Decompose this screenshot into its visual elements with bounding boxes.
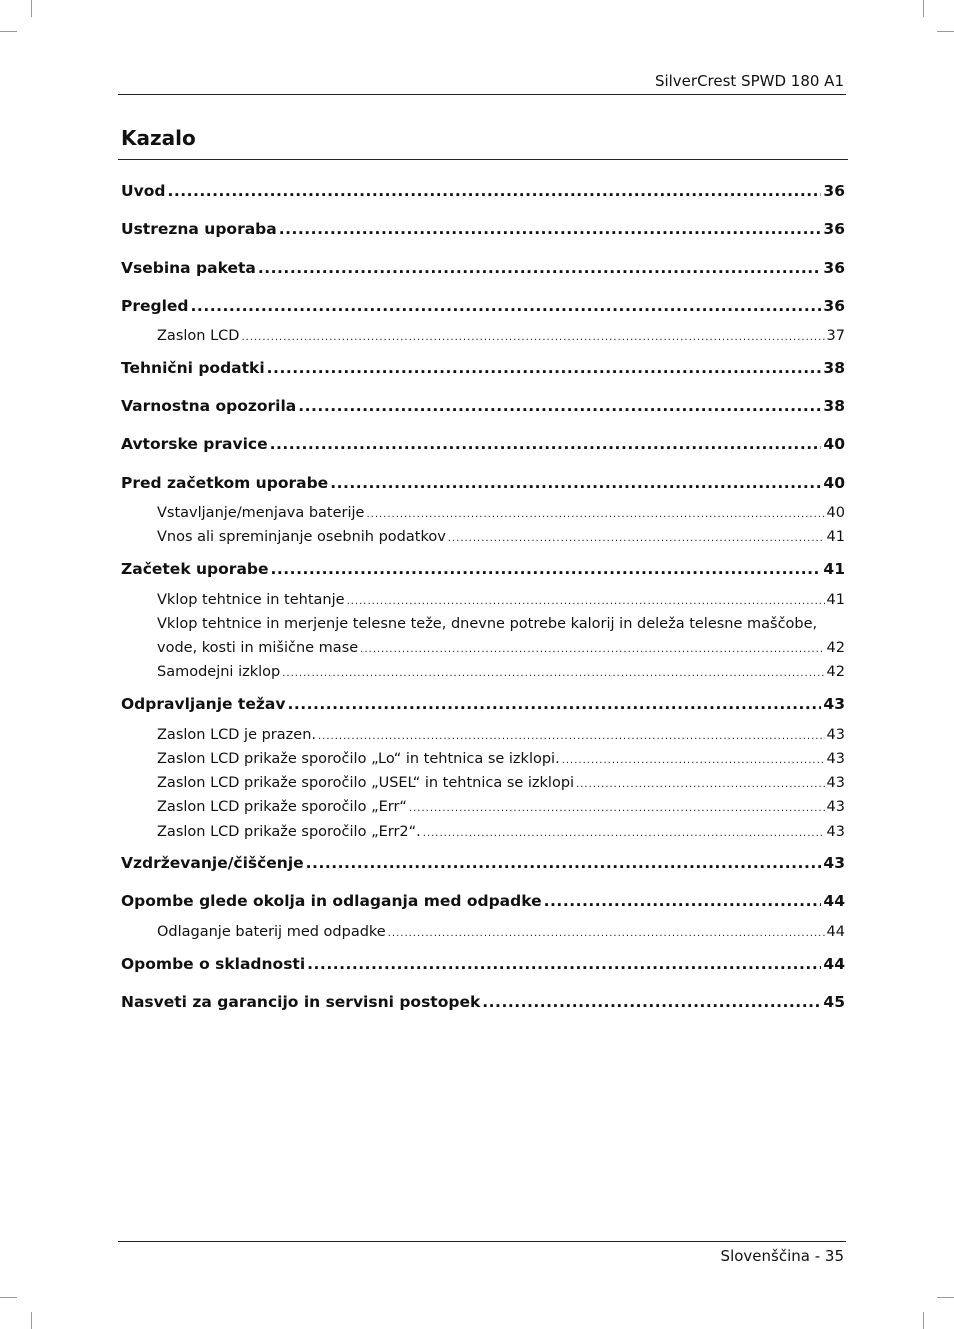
- toc-label: Odpravljanje težav: [121, 695, 286, 713]
- toc-leader: [409, 799, 825, 815]
- toc-subentry-sporocilo-err[interactable]: [157, 799, 845, 815]
- toc-page: 41: [826, 529, 845, 545]
- toc-label: Zaslon LCD: [157, 328, 240, 344]
- toc-subentry-vklop-tehtanje[interactable]: [157, 592, 845, 608]
- toc-leader: [306, 854, 822, 872]
- toc-page: 43: [826, 799, 845, 815]
- toc-entry-pregled[interactable]: [121, 297, 845, 315]
- toc-label: Opombe o skladnosti: [121, 955, 306, 973]
- toc-subentry-samodejni-izklop[interactable]: [157, 664, 845, 680]
- crop-mark: [937, 1297, 954, 1298]
- toc-label: Zaslon LCD prikaže sporočilo „Err“: [157, 799, 407, 815]
- toc-leader: [318, 727, 825, 743]
- toc-page: 42: [826, 664, 845, 680]
- crop-mark: [31, 0, 32, 17]
- toc-leader: [360, 640, 824, 656]
- crop-mark: [923, 1312, 924, 1329]
- toc-label: Opombe glede okolja in odlaganja med odpadke: [121, 892, 542, 910]
- toc-label: Vklop tehtnice in tehtanje: [157, 592, 345, 608]
- toc-page: 43: [823, 854, 845, 872]
- toc-label: Odlaganje baterij med odpadke: [157, 924, 386, 940]
- toc-subentry-sporocilo-err2[interactable]: [157, 824, 845, 840]
- toc-page: 42: [826, 640, 845, 656]
- toc-label: Avtorske pravice: [121, 435, 268, 453]
- toc-entry-pred-zacetkom-uporabe[interactable]: [121, 474, 845, 492]
- toc-entry-odpravljanje-tezav[interactable]: [121, 695, 845, 713]
- toc-page: 36: [823, 297, 845, 315]
- toc-leader: [270, 435, 822, 453]
- toc-label: Vzdrževanje/čiščenje: [121, 854, 304, 872]
- toc-label: Tehnični podatki: [121, 359, 265, 377]
- toc-label: vode, kosti in mišične mase: [157, 640, 359, 656]
- toc-page: 41: [823, 560, 845, 578]
- footer-page-label: Slovenščina - 35: [720, 1247, 844, 1265]
- crop-mark: [0, 1297, 17, 1298]
- toc-subentry-vklop-merjenje-line2[interactable]: [157, 640, 845, 656]
- toc-subentry-sporocilo-usel[interactable]: [157, 775, 845, 791]
- toc-page: 43: [826, 824, 845, 840]
- toc-page: 45: [823, 993, 845, 1011]
- toc-entry-opombe-skladnosti[interactable]: [121, 955, 845, 973]
- toc-entry-tehnicni-podatki[interactable]: [121, 359, 845, 377]
- toc-entry-ustrezna-uporaba[interactable]: [121, 220, 845, 238]
- toc-label: Ustrezna uporaba: [121, 220, 277, 238]
- toc-label: Pred začetkom uporabe: [121, 474, 329, 492]
- toc-entry-varnostna-opozorila[interactable]: [121, 397, 845, 415]
- toc-leader: [576, 775, 824, 791]
- toc-label: Pregled: [121, 297, 189, 315]
- toc-leader: [298, 397, 821, 415]
- toc-leader: [167, 182, 821, 200]
- toc-leader: [287, 695, 821, 713]
- toc-label: Zaslon LCD je prazen.: [157, 727, 316, 743]
- toc-label: Samodejni izklop: [157, 664, 281, 680]
- toc-page: 44: [823, 955, 845, 973]
- toc-page: 44: [823, 892, 845, 910]
- toc-page: 44: [826, 924, 845, 940]
- page-title: Kazalo: [121, 126, 196, 150]
- header-divider: [118, 94, 846, 95]
- toc-page: 36: [823, 259, 845, 277]
- toc-page: 40: [823, 474, 845, 492]
- toc-leader: [544, 892, 822, 910]
- toc-leader: [267, 359, 822, 377]
- crop-mark: [937, 31, 954, 32]
- toc-leader: [191, 297, 822, 315]
- toc-subentry-vstavljanje-baterije[interactable]: [157, 505, 845, 521]
- toc-leader: [241, 328, 824, 344]
- toc-page: 38: [823, 359, 845, 377]
- toc-label: Zaslon LCD prikaže sporočilo „Err2“.: [157, 824, 421, 840]
- toc-entry-avtorske-pravice[interactable]: [121, 435, 845, 453]
- toc-leader: [347, 592, 825, 608]
- toc-leader: [258, 259, 822, 277]
- toc-subentry-odlaganje-baterij[interactable]: [157, 924, 845, 940]
- toc-label: Vsebina paketa: [121, 259, 256, 277]
- toc-label: Zaslon LCD prikaže sporočilo „USEL“ in tehtnica se izklopi: [157, 775, 575, 791]
- toc-entry-opombe-okolja[interactable]: [121, 892, 845, 910]
- toc-leader: [562, 751, 825, 767]
- toc-entry-zacetek-uporabe[interactable]: [121, 560, 845, 578]
- toc-page: 37: [826, 328, 845, 344]
- toc-label: Nasveti za garancijo in servisni postopek: [121, 993, 481, 1011]
- footer-divider: [118, 1241, 846, 1242]
- toc-subentry-vklop-merjenje-line1[interactable]: Vklop tehtnice in merjenje telesne teže, dnevne potrebe kalorij in deleža telesne maščobe,: [157, 616, 818, 632]
- toc-label: Uvod: [121, 182, 166, 200]
- toc-leader: [271, 560, 822, 578]
- crop-mark: [31, 1312, 32, 1329]
- toc-leader: [279, 220, 822, 238]
- toc-label: Vnos ali spreminjanje osebnih podatkov: [157, 529, 446, 545]
- toc-page: 41: [826, 592, 845, 608]
- toc-page: 36: [823, 220, 845, 238]
- toc-subentry-zaslon-lcd[interactable]: [157, 328, 845, 344]
- toc-entry-vsebina-paketa[interactable]: [121, 259, 845, 277]
- crop-mark: [923, 0, 924, 17]
- toc-entry-vzdrzevanje[interactable]: [121, 854, 845, 872]
- toc-page: 40: [823, 435, 845, 453]
- toc-leader: [282, 664, 824, 680]
- toc-subentry-zaslon-prazen[interactable]: [157, 727, 845, 743]
- toc-leader: [330, 474, 821, 492]
- toc-page: 40: [826, 505, 845, 521]
- title-divider: [118, 159, 848, 160]
- toc-leader: [423, 824, 825, 840]
- toc-entry-uvod[interactable]: [121, 182, 845, 200]
- toc-entry-nasveti-garancija[interactable]: [121, 993, 845, 1011]
- toc-page: 43: [826, 775, 845, 791]
- toc-subentry-sporocilo-lo[interactable]: [157, 751, 845, 767]
- toc-subentry-vnos-podatkov[interactable]: [157, 529, 845, 545]
- header-product: SilverCrest SPWD 180 A1: [654, 72, 844, 90]
- toc-page: 43: [823, 695, 845, 713]
- toc-leader: [388, 924, 825, 940]
- crop-mark: [0, 31, 17, 32]
- toc-label: Začetek uporabe: [121, 560, 269, 578]
- toc-label: Zaslon LCD prikaže sporočilo „Lo“ in tehtnica se izklopi.: [157, 751, 560, 767]
- toc-label: Vstavljanje/menjava baterije: [157, 505, 365, 521]
- toc-label: Varnostna opozorila: [121, 397, 297, 415]
- toc-leader: [482, 993, 821, 1011]
- toc-page: 36: [823, 182, 845, 200]
- toc-page: 43: [826, 727, 845, 743]
- toc-leader: [307, 955, 821, 973]
- toc-page: 43: [826, 751, 845, 767]
- toc-page: 38: [823, 397, 845, 415]
- toc-leader: [366, 505, 824, 521]
- toc-leader: [448, 529, 825, 545]
